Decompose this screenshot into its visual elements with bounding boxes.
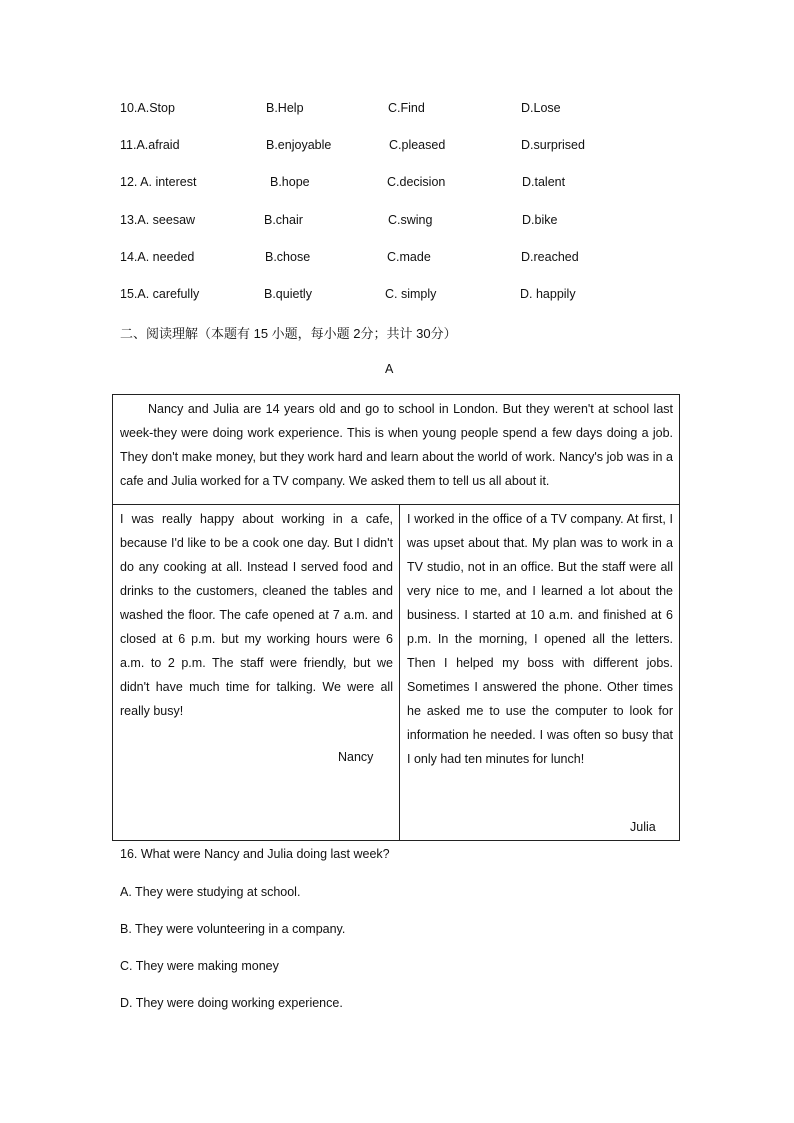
section-title: 二、阅读理解（本题有 15 小题，每小题 2分；共计 30分） [120, 326, 457, 341]
passage-table [112, 394, 680, 841]
option-c: C.decision [387, 175, 446, 189]
option-c: C.swing [388, 213, 433, 227]
nancy-text: I was really happy about working in a cafe, because I'd like to be a cook one day. But I didn't do any cooking at all. Instead I served food and drinks to the customers, cleaned the tables and washed the floor. The cafe opened at 7 a.m. and closed at 6 p.m. but my working hours were 6 a.m. to 2 p.m. The staff were friendly, but we didn't have much time for talking. We were all really busy! [120, 512, 393, 718]
option-d: D.surprised [521, 138, 585, 152]
option-b: B.Help [266, 101, 304, 115]
julia-column [400, 505, 679, 840]
option-c: C.Find [388, 101, 425, 115]
nancy-signature: Nancy [338, 750, 374, 764]
option-row-10 [120, 101, 720, 119]
option-c: C.pleased [389, 138, 446, 152]
option-a: 11.A.afraid [120, 138, 180, 152]
option-row-12 [120, 175, 720, 193]
intro-text: Nancy and Julia are 14 years old and go to school in London. But they weren't at school last week-they were doing work experience. This is when young people spend a few days doing a job. They don't make money, but they work hard and learn about the world of work. Nancy's job was in a cafe and Julia worked for a TV company. We asked them to tell us all about it. [120, 402, 673, 488]
julia-text: I worked in the office of a TV company. At first, I was upset about that. My plan was to work in a TV studio, not in an office. But the staff were all very nice to me, and I learned a lot about the business. I started at 10 a.m. and finished at 6 p.m. In the morning, I opened all the letters. Then I helped my boss with different jobs. Sometimes I answered the phone. Other times he asked me to use the computer to look for information he needed. I was often so busy that I only had ten minutes for lunch! [407, 512, 673, 766]
passage-label: A [385, 362, 394, 376]
option-a: 15.A. carefully [120, 287, 200, 301]
question-stem: 16. What were Nancy and Julia doing last week? [120, 847, 390, 861]
passage-intro [113, 395, 679, 505]
option-b: B.enjoyable [266, 138, 332, 152]
option-b: B.quietly [264, 287, 312, 301]
option-b: B.hope [270, 175, 310, 189]
option-d: D.bike [522, 213, 558, 227]
option-row-15 [120, 287, 720, 305]
julia-signature: Julia [630, 820, 656, 834]
option-a: 13.A. seesaw [120, 213, 196, 227]
option-b: B.chose [265, 250, 311, 264]
option-a: 10.A.Stop [120, 101, 175, 115]
option-d: D. happily [520, 287, 576, 301]
option-c: C. simply [385, 287, 437, 301]
question-option-d: D. They were doing working experience. [120, 996, 343, 1010]
option-c: C.made [387, 250, 431, 264]
question-option-c: C. They were making money [120, 959, 279, 973]
option-d: D.talent [522, 175, 566, 189]
nancy-column [113, 505, 400, 840]
option-d: D.Lose [521, 101, 561, 115]
option-row-13 [120, 213, 720, 231]
option-d: D.reached [521, 250, 579, 264]
option-a: 12. A. interest [120, 175, 197, 189]
option-row-14 [120, 250, 720, 268]
option-b: B.chair [264, 213, 303, 227]
question-option-b: B. They were volunteering in a company. [120, 922, 346, 936]
question-option-a: A. They were studying at school. [120, 885, 301, 899]
option-a: 14.A. needed [120, 250, 195, 264]
option-row-11 [120, 138, 720, 156]
